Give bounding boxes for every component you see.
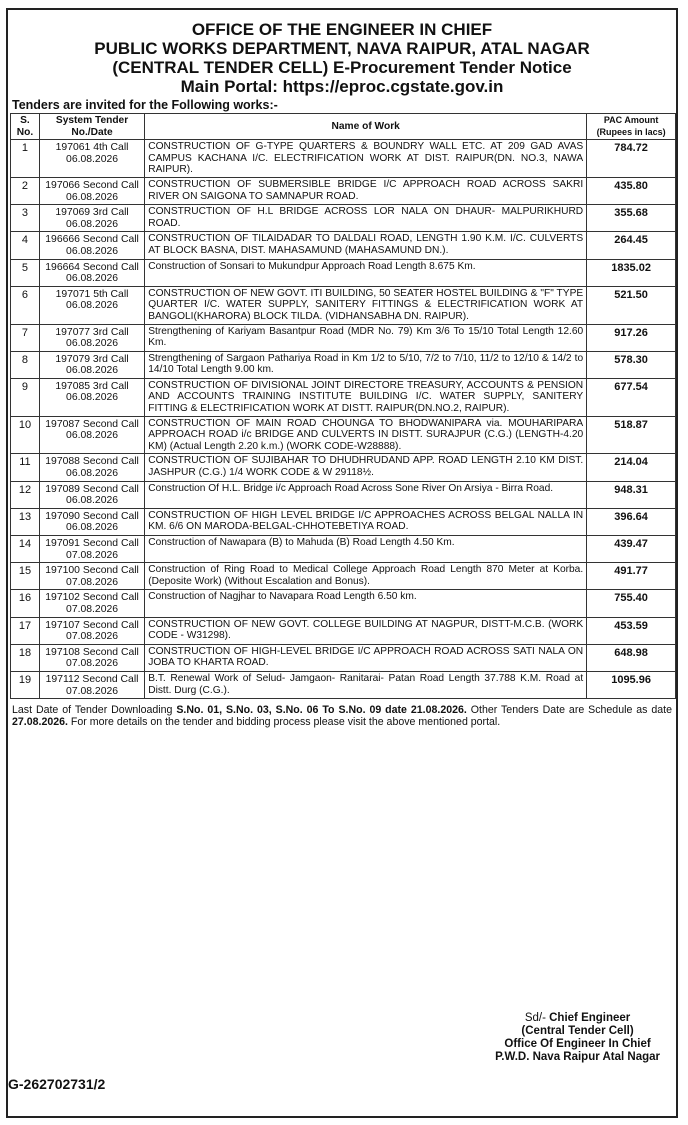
sd-mark: Sd/- <box>524 1012 546 1024</box>
table-row <box>11 508 676 535</box>
cell-pac-amount: 435.80 <box>587 177 676 204</box>
cell-name-of-work: Construction of Nagjhar to Navapara Road Length 6.50 km. <box>145 590 587 617</box>
cell-sno: 6 <box>11 286 40 324</box>
cell-system-tender: 197079 3rd Call 06.08.2026 <box>39 351 144 378</box>
cell-name-of-work: Construction Of H.L. Bridge i/c Approach Road Across Sone River On Arsiya - Birra Road. <box>145 481 587 508</box>
table-row <box>11 644 676 671</box>
cell-system-tender: 197085 3rd Call 06.08.2026 <box>39 378 144 416</box>
department-title: PUBLIC WORKS DEPARTMENT, NAVA RAIPUR, ATAL NAGAR <box>94 39 590 58</box>
cell-system-tender: 197100 Second Call 07.08.2026 <box>39 563 144 590</box>
table-row <box>11 671 676 698</box>
cell-name-of-work: Construction of Nawapara (B) to Mahuda (B) Road Length 4.50 Km. <box>145 536 587 563</box>
cell-system-tender: 197091 Second Call 07.08.2026 <box>39 536 144 563</box>
signatory-location: P.W.D. Nava Raipur Atal Nagar <box>495 1051 660 1063</box>
table-row <box>11 563 676 590</box>
cell-system-tender: 197071 5th Call 06.08.2026 <box>39 286 144 324</box>
signatory-office: Office Of Engineer In Chief <box>504 1038 651 1050</box>
cell-system-tender: 197066 Second Call 06.08.2026 <box>39 177 144 204</box>
cell-sno: 2 <box>11 177 40 204</box>
cell-name-of-work: Strengthening of Kariyam Basantpur Road (MDR No. 79) Km 3/6 To 15/10 Total Length 12.60 Km. <box>145 324 587 351</box>
cell-sno: 17 <box>11 617 40 644</box>
col-pac-amount: PAC Amount (Rupees in lacs) <box>587 114 676 140</box>
cell-pac-amount: 948.31 <box>587 481 676 508</box>
cell-pac-amount: 439.47 <box>587 536 676 563</box>
cell-pac-amount: 1095.96 <box>587 671 676 698</box>
cell-sno: 7 <box>11 324 40 351</box>
table-row <box>11 140 676 178</box>
cell-system-tender: 197077 3rd Call 06.08.2026 <box>39 324 144 351</box>
cell-pac-amount: 578.30 <box>587 351 676 378</box>
cell-name-of-work: B.T. Renewal Work of Selud- Jamgaon- Ranitarai- Patan Road Length 37.788 K.M. Road at Distt. Durg (C.G.). <box>145 671 587 698</box>
cell-pac-amount: 491.77 <box>587 563 676 590</box>
cell-system-tender: 197102 Second Call 07.08.2026 <box>39 590 144 617</box>
cell-pac-amount: 355.68 <box>587 205 676 232</box>
cell-sno: 8 <box>11 351 40 378</box>
cell-name-of-work: CONSTRUCTION OF HIGH LEVEL BRIDGE I/C APPROACHES ACROSS BELGAL NALLA IN KM. 6/6 ON MARODA-BELGAL-CHHOTEBETIYA ROAD. <box>145 508 587 535</box>
cell-sno: 19 <box>11 671 40 698</box>
cell-system-tender: 197069 3rd Call 06.08.2026 <box>39 205 144 232</box>
cell-pac-amount: 755.40 <box>587 590 676 617</box>
table-row <box>11 177 676 204</box>
cell-pac-amount: 648.98 <box>587 644 676 671</box>
cell-sno: 1 <box>11 140 40 178</box>
cell-pac-amount: 677.54 <box>587 378 676 416</box>
cell-system-tender: 197087 Second Call 06.08.2026 <box>39 416 144 454</box>
cell-sno: 16 <box>11 590 40 617</box>
table-row <box>11 536 676 563</box>
cell-sno: 14 <box>11 536 40 563</box>
cell-sno: 18 <box>11 644 40 671</box>
intro-text: Tenders are invited for the Following works:- <box>12 98 278 112</box>
cell-name-of-work: Strengthening of Sargaon Pathariya Road in Km 1/2 to 5/10, 7/2 to 7/10, 11/2 to 12/10 & 14/2 to 14/10 Total Length 9.00 km. <box>145 351 587 378</box>
table-header-row <box>11 114 676 140</box>
table-row <box>11 416 676 454</box>
col-sno: S. No. <box>11 114 40 140</box>
col-name-of-work: Name of Work <box>145 114 587 140</box>
table-row <box>11 205 676 232</box>
signature-block <box>495 1012 660 1064</box>
cell-name-of-work: CONSTRUCTION OF HIGH-LEVEL BRIDGE I/C APPROACH ROAD ACROSS SATI NALA ON JOBA TO KHARTA ROAD. <box>145 644 587 671</box>
cell-name-of-work: Construction of Ring Road to Medical College Approach Road Length 870 Meter at Korba. (Deposite Work) (Without Escalation and Bonus). <box>145 563 587 590</box>
cell-system-tender: 197108 Second Call 07.08.2026 <box>39 644 144 671</box>
cell-name-of-work: CONSTRUCTION OF TILAIDADAR TO DALDALI ROAD, LENGTH 1.90 K.M. I/C. CULVERTS AT BLOCK BASNA, DIST. MAHASAMUND (MAHASAMUND DN.). <box>145 232 587 259</box>
cell-name-of-work: CONSTRUCTION OF NEW GOVT. ITI BUILDING, 50 SEATER HOSTEL BUILDING & "F" TYPE QUARTER I/C. WATER SUPPLY, SANITERY FITTINGS & ELECTRIFICATION WORK AT BANGOLI(KHARORA) BLOCK TILDA. (VIDHANSABHA DN. RAIPUR). <box>145 286 587 324</box>
cell-sno: 10 <box>11 416 40 454</box>
cell-pac-amount: 1835.02 <box>587 259 676 286</box>
cell-pac-amount: 917.26 <box>587 324 676 351</box>
cell-system-tender: 197089 Second Call 06.08.2026 <box>39 481 144 508</box>
table-row <box>11 590 676 617</box>
cell-sno: 4 <box>11 232 40 259</box>
cell-pac-amount: 521.50 <box>587 286 676 324</box>
cell-pac-amount: 453.59 <box>587 617 676 644</box>
table-row <box>11 454 676 481</box>
cell-pac-amount: 784.72 <box>587 140 676 178</box>
notice-title: (CENTRAL TENDER CELL) E-Procurement Tender Notice <box>112 58 572 77</box>
cell-system-tender: 197112 Second Call 07.08.2026 <box>39 671 144 698</box>
cell-sno: 5 <box>11 259 40 286</box>
cell-pac-amount: 396.64 <box>587 508 676 535</box>
table-row <box>11 324 676 351</box>
notice-header <box>8 10 676 96</box>
cell-name-of-work: CONSTRUCTION OF DIVISIONAL JOINT DIRECTORE TREASURY, ACCOUNTS & PENSION AND ACCOUNTS TRAINING INSTITUTE BUILDING I/C. WATER SUPPLY, SANITERY FITTING & ELECTRIFICATION WORK AT DISTT. RAIPUR(DN.NO.2, RAIPUR). <box>145 378 587 416</box>
cell-name-of-work: CONSTRUCTION OF NEW GOVT. COLLEGE BUILDING AT NAGPUR, DISTT-M.C.B. (WORK CODE - W31298). <box>145 617 587 644</box>
table-row <box>11 286 676 324</box>
office-title: OFFICE OF THE ENGINEER IN CHIEF <box>191 20 493 39</box>
notice-code: G-262702731/2 <box>8 1076 106 1092</box>
table-row <box>11 232 676 259</box>
table-row <box>11 259 676 286</box>
cell-sno: 12 <box>11 481 40 508</box>
signatory-cell: (Central Tender Cell) <box>521 1025 634 1037</box>
table-row <box>11 481 676 508</box>
cell-pac-amount: 518.87 <box>587 416 676 454</box>
footer-note: Last Date of Tender Downloading S.No. 01, S.No. 03, S.No. 06 To S.No. 09 date 21.08.2026. Other Tenders Date are Schedule as date 27.08.2026. For more details on the tender and bidding process please visit the above mentioned portal. <box>12 704 673 729</box>
cell-name-of-work: CONSTRUCTION OF SUBMERSIBLE BRIDGE I/C APPROACH ROAD ACROSS SAKRI RIVER ON SAIGONA TO SAMNAPUR ROAD. <box>145 177 587 204</box>
table-row <box>11 378 676 416</box>
cell-sno: 3 <box>11 205 40 232</box>
cell-sno: 9 <box>11 378 40 416</box>
cell-system-tender: 197061 4th Call 06.08.2026 <box>39 140 144 178</box>
cell-system-tender: 197088 Second Call 06.08.2026 <box>39 454 144 481</box>
cell-sno: 13 <box>11 508 40 535</box>
cell-sno: 11 <box>11 454 40 481</box>
table-row <box>11 617 676 644</box>
cell-pac-amount: 214.04 <box>587 454 676 481</box>
col-system-tender: System Tender No./Date <box>39 114 144 140</box>
cell-name-of-work: CONSTRUCTION OF SUJIBAHAR TO DHUDHRUDAND APP. ROAD LENGTH 2.10 KM DIST. JASHPUR (C.G.) 1/4 WORK CODE & W 29118½. <box>145 454 587 481</box>
portal-line: Main Portal: https://eproc.cgstate.gov.in <box>180 77 504 96</box>
cell-pac-amount: 264.45 <box>587 232 676 259</box>
signatory-title: Chief Engineer <box>549 1012 631 1024</box>
cell-name-of-work: Construction of Sonsari to Mukundpur Approach Road Length 8.675 Km. <box>145 259 587 286</box>
tender-table <box>10 113 676 699</box>
cell-system-tender: 196664 Second Call 06.08.2026 <box>39 259 144 286</box>
cell-name-of-work: CONSTRUCTION OF H.L BRIDGE ACROSS LOR NALA ON DHAUR- MALPURIKHURD ROAD. <box>145 205 587 232</box>
cell-system-tender: 197090 Second Call 06.08.2026 <box>39 508 144 535</box>
tender-notice <box>6 8 678 1118</box>
table-row <box>11 351 676 378</box>
cell-name-of-work: CONSTRUCTION OF G-TYPE QUARTERS & BOUNDRY WALL ETC. AT 209 GAD AVAS CAMPUS KACHANA I/C. ELECTRIFICATION WORK AT DIST. RAIPUR(DN. NO.3, NAWA RAIPUR). <box>145 140 587 178</box>
cell-name-of-work: CONSTRUCTION OF MAIN ROAD CHOUNGA TO BHODWANIPARA via. MOUHARIPARA APPROACH ROAD i/c BRIDGE AND CULVERTS IN DISTT. SURAJPUR (C.G.) (LENGTH-4.20 KM) (Actual Length 2.20 k.m.) (WORK CODE-W28888). <box>145 416 587 454</box>
cell-system-tender: 197107 Second Call 07.08.2026 <box>39 617 144 644</box>
cell-system-tender: 196666 Second Call 06.08.2026 <box>39 232 144 259</box>
cell-sno: 15 <box>11 563 40 590</box>
